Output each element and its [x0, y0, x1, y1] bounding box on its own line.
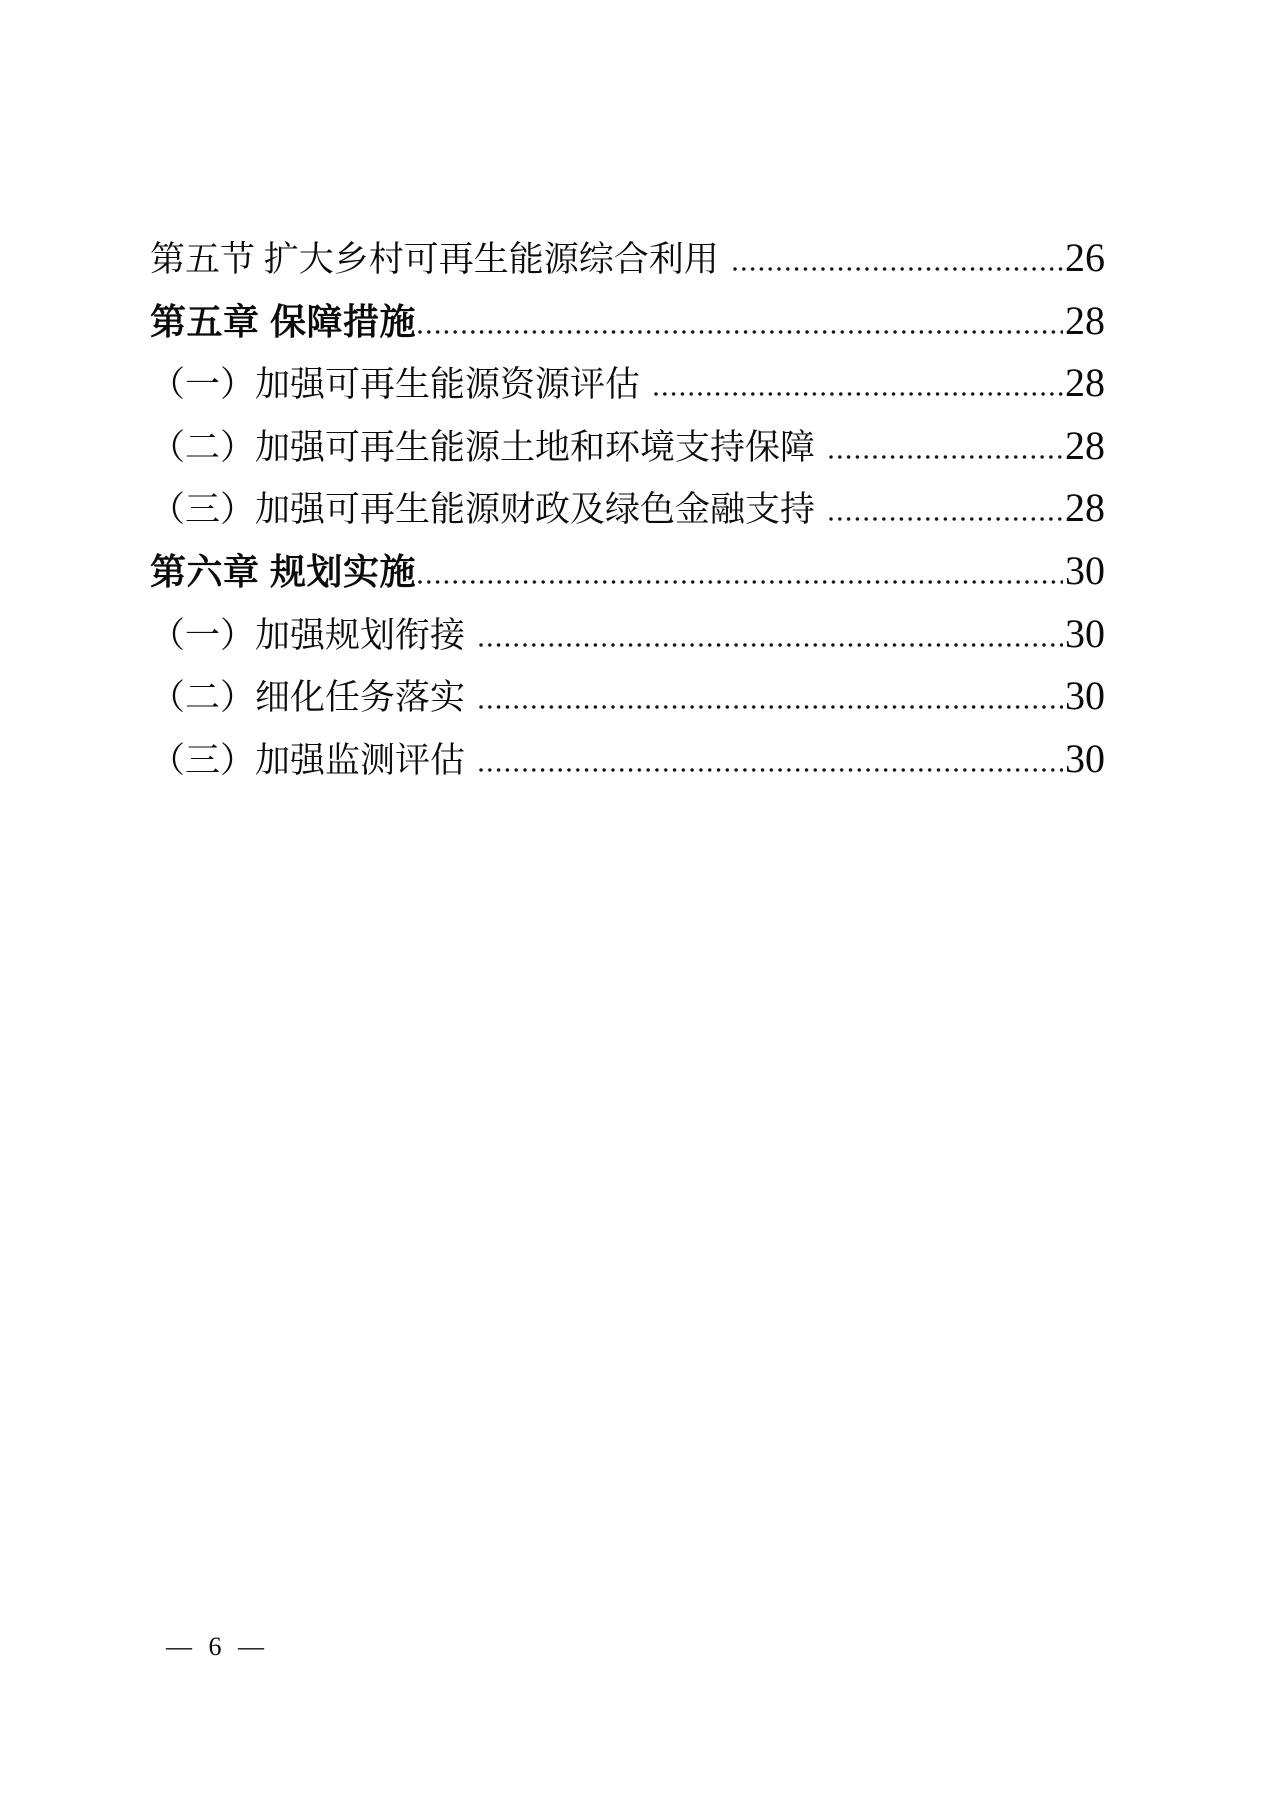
toc-entry[interactable] — [150, 485, 1105, 551]
toc-entry-label: （一）加强规划衔接 — [150, 615, 466, 655]
dotted-leader — [654, 392, 1063, 396]
toc-entry-page-number: 30 — [1065, 610, 1105, 656]
page-number-footer: — 6 — — [166, 1632, 264, 1661]
toc-list — [150, 235, 1105, 801]
toc-entry-label: （三）加强可再生能源财政及绿色金融支持 — [150, 490, 816, 530]
dotted-leader — [479, 768, 1063, 772]
dotted-leader — [733, 267, 1063, 271]
toc-entry[interactable] — [150, 235, 1105, 301]
toc-entry-label: （二）细化任务落实 — [150, 678, 466, 718]
toc-entry[interactable] — [150, 673, 1105, 739]
toc-entry[interactable] — [150, 547, 1105, 614]
toc-entry-label: 第六章 规划实施 — [150, 550, 417, 592]
toc-entry[interactable] — [150, 610, 1105, 677]
dotted-leader — [829, 517, 1063, 521]
toc-entry-page-number: 28 — [1065, 360, 1105, 406]
dotted-leader — [479, 643, 1063, 647]
dotted-leader — [418, 330, 1063, 334]
toc-entry-label: （二）加强可再生能源土地和环境支持保障 — [150, 427, 816, 467]
toc-entry[interactable] — [150, 735, 1105, 802]
toc-entry-page-number: 28 — [1065, 297, 1105, 343]
toc-entry-label: （一）加强可再生能源资源评估 — [150, 365, 641, 405]
toc-entry-page-number: 30 — [1065, 673, 1105, 719]
toc-entry-label: （三）加强监测评估 — [150, 740, 466, 780]
toc-entry-page-number: 30 — [1065, 735, 1105, 781]
dotted-leader — [418, 580, 1063, 584]
toc-entry[interactable] — [150, 360, 1105, 426]
toc-entry-page-number: 26 — [1065, 235, 1105, 280]
toc-entry-page-number: 28 — [1065, 485, 1105, 531]
toc-entry-page-number: 30 — [1065, 547, 1105, 593]
toc-entry[interactable] — [150, 297, 1105, 364]
toc-entry-label: 第五节 扩大乡村可再生能源综合利用 — [150, 240, 719, 279]
toc-entry-label: 第五章 保障措施 — [150, 300, 417, 342]
toc-entry-page-number: 28 — [1065, 422, 1105, 468]
dotted-leader — [829, 455, 1063, 459]
dotted-leader — [479, 705, 1063, 709]
toc-entry[interactable] — [150, 422, 1105, 489]
